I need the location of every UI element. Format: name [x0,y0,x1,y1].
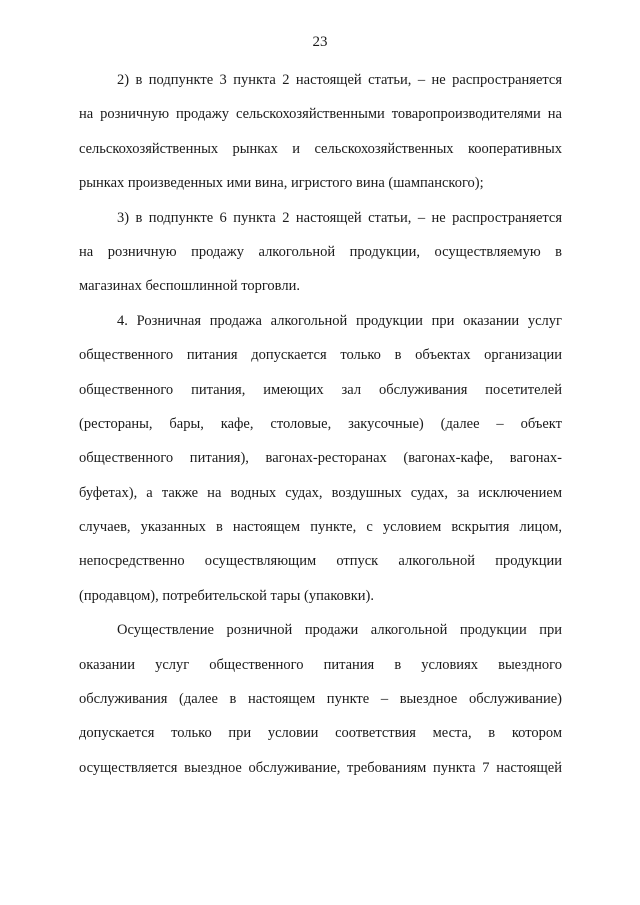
text-line: общественного питания, имеющих зал обслуживания посетителей [79,381,562,398]
paragraph-catering-offsite [79,613,562,785]
text-line: (рестораны, бары, кафе, столовые, закусочные) (далее – объект [79,415,562,432]
text-line: 2) в подпункте 3 пункта 2 настоящей статьи, – не распространяется [117,72,562,88]
document-body [79,63,562,785]
text-line: оказании услуг общественного питания в условиях выездного [79,656,562,673]
text-line: рынках произведенных ими вина, игристого вина (шампанского); [79,175,484,192]
text-line: общественного питания), вагонах-ресторанах (вагонах-кафе, вагонах- [79,450,562,467]
text-line: буфетах), а также на водных судах, воздушных судах, за исключением [79,484,562,501]
paragraph-item-2 [79,63,562,201]
paragraph-clause-4 [79,304,562,614]
text-line: на розничную продажу алкогольной продукции, осуществляемую в [79,243,562,260]
text-line: осуществляется выездное обслуживание, требованиям пункта 7 настоящей [79,759,562,776]
text-line: Осуществление розничной продажи алкогольной продукции при [117,622,562,639]
text-line: на розничную продажу сельскохозяйственными товаропроизводителями на [79,106,562,123]
page-number: 23 [312,34,328,50]
text-line: общественного питания допускается только в объектах организации [79,347,562,364]
text-line: 3) в подпункте 6 пункта 2 настоящей статьи, – не распространяется [117,209,562,226]
text-line: допускается только при условии соответствия места, в котором [79,725,562,742]
text-line: сельскохозяйственных рынках и сельскохозяйственных кооперативных [79,140,562,157]
text-line: (продавцом), потребительской тары (упаковки). [79,587,374,604]
text-line: магазинах беспошлинной торговли. [79,278,300,295]
text-line: обслуживания (далее в настоящем пункте – выездное обслуживание) [79,691,562,708]
text-line: 4. Розничная продажа алкогольной продукции при оказании услуг [117,312,562,329]
text-line: случаев, указанных в настоящем пункте, с условием вскрытия лицом, [79,519,562,536]
paragraph-item-3 [79,201,562,304]
text-line: непосредственно осуществляющим отпуск алкогольной продукции [79,553,562,570]
